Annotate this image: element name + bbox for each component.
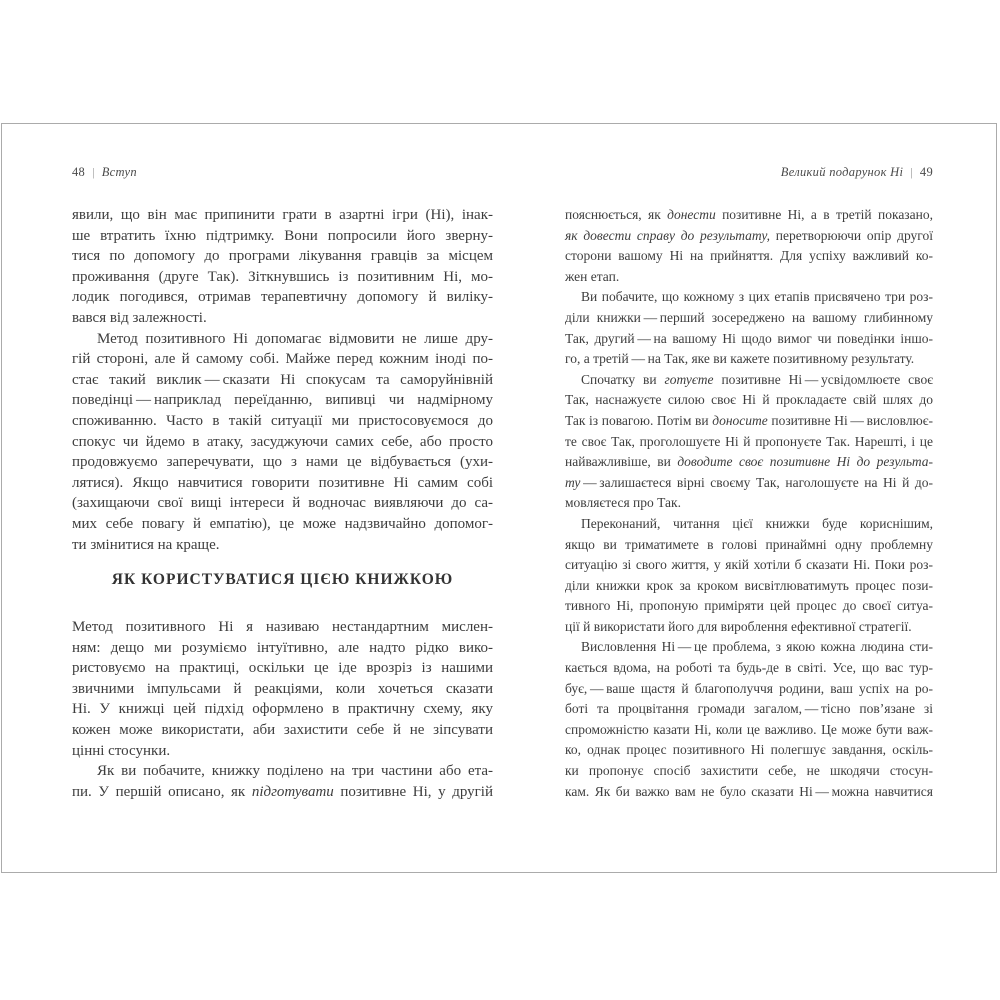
text-segment: підготувати	[251, 783, 334, 800]
text-line	[565, 514, 933, 535]
text-segment: явили, що він має припинити грати в азартні ігри (Ні), інак-	[72, 207, 493, 223]
text-segment: діли книжки — перший зосереджено на вашому глибинному	[565, 309, 933, 325]
chapter-title-right: Великий подарунок Ні	[780, 165, 904, 179]
text-segment: те своє Так, проголошуєте Ні й пропонуєте Так. Нарешті, і це	[565, 433, 933, 449]
text-line	[565, 267, 933, 288]
text-segment: лятися). Якщо навчитися говорити позитивне Ні самим собі	[72, 474, 493, 491]
text-segment: бує, — ваше щастя й благополуччя родини, ваш успіх на ро-	[565, 680, 933, 696]
text-line	[565, 555, 933, 576]
header-separator-left: |	[92, 167, 95, 179]
text-line	[565, 617, 933, 638]
text-line	[565, 493, 933, 514]
text-segment: Ви побачите, що кожному з цих етапів присвячено три роз-	[581, 289, 933, 305]
text-segment: позитивне Ні — висловлює-	[767, 412, 933, 428]
text-line	[72, 329, 493, 350]
text-segment: ту	[565, 474, 581, 490]
text-segment: Як ви побачите, книжку поділено на три частини або ета-	[97, 763, 493, 780]
text-segment: поведінці — наприклад переїданню, випивці чи надмірному	[72, 392, 493, 409]
text-line	[565, 308, 933, 329]
text-segment: пи. У першій описано, як	[72, 783, 252, 800]
text-segment: Метод позитивного Ні я називаю нестандартним мислен-	[72, 619, 493, 636]
text-segment: спроможністю казати Ні, коли це важливо. Це може бути важ-	[565, 721, 933, 737]
text-line	[72, 308, 493, 329]
text-line	[72, 349, 493, 370]
text-segment: го, а третій — на Так, яке ви кажете позитивному результату.	[565, 351, 915, 367]
text-line	[565, 246, 933, 267]
text-line	[565, 761, 933, 782]
text-line	[565, 658, 933, 679]
text-line	[565, 473, 933, 494]
text-segment: доводите своє позитивне Ні до результа-	[677, 454, 933, 470]
text-segment: кається вдома, на роботі та будь-де в світі. Усе, що вас тур-	[565, 660, 933, 676]
running-header-left	[72, 164, 137, 181]
running-header-right	[565, 164, 933, 181]
text-line	[72, 782, 493, 803]
text-line	[72, 267, 493, 288]
text-line	[72, 699, 493, 720]
book-spread	[1, 123, 997, 873]
paragraph	[72, 329, 493, 556]
text-line	[565, 452, 933, 473]
right-page-text	[565, 205, 933, 802]
text-line	[72, 535, 493, 556]
text-line	[565, 637, 933, 658]
text-line	[565, 205, 933, 226]
text-segment: тися по допомогу до програми лікування гравців за місцем	[72, 248, 493, 265]
text-segment: ції й використати його для вироблення ефективної стратегії.	[565, 618, 912, 634]
text-line	[565, 679, 933, 700]
text-line	[72, 226, 493, 247]
text-line	[72, 761, 493, 782]
text-segment: готуєте	[664, 371, 714, 387]
text-segment: пояснюється, як	[565, 207, 668, 222]
text-segment: діли книжки крок за кроком висвітлюватимуть процес пози-	[565, 577, 933, 593]
text-line	[72, 411, 493, 432]
text-segment: мих себе повагу й емпатію), це може надзвичайно допомог-	[72, 515, 493, 532]
text-line	[72, 473, 493, 494]
text-segment: стає такий виклик — сказати Ні спокусам та саморуйнівній	[72, 371, 493, 388]
text-segment: Висловлення Ні — це проблема, з якою кожна людина сти-	[581, 639, 933, 655]
text-line	[565, 596, 933, 617]
text-line	[565, 782, 933, 803]
text-line	[565, 740, 933, 761]
left-page-text	[72, 205, 493, 802]
text-segment: ням: дещо ми розуміємо інтуїтивно, але надто рідко вико-	[72, 639, 493, 656]
text-line	[565, 576, 933, 597]
paragraph	[72, 761, 493, 802]
text-line	[565, 287, 933, 308]
text-segment: як довести справу до результату,	[565, 227, 771, 243]
text-segment: ко, однак процес позитивного Ні полегшує завдання, оскіль-	[565, 742, 933, 758]
paragraph	[565, 205, 933, 287]
text-segment: мовляєтеся про Так.	[565, 495, 681, 511]
text-segment: позитивне Ні, а в третій показано,	[715, 207, 933, 222]
page-number-right: 49	[919, 165, 933, 179]
text-segment: боті та процвітання громади загалом, — тісно пов’язане зі	[565, 701, 933, 717]
text-segment: донести	[667, 207, 716, 222]
text-segment: ти змінитися на краще.	[72, 536, 220, 553]
text-segment: ситуацію зі свого життя, у якій хотіли б сказати Ні. Поки роз-	[565, 557, 933, 573]
text-line	[565, 370, 933, 391]
text-segment: проживання (друге Так). Зіткнувшись із позитивним Ні, мо-	[72, 268, 493, 285]
paragraph	[565, 514, 933, 638]
text-segment: — залишаєтеся вірні своєму Так, наголошуєте на Ні й до-	[580, 474, 933, 490]
text-line	[565, 699, 933, 720]
chapter-title-left: Вступ	[101, 165, 137, 179]
text-line	[565, 226, 933, 247]
text-segment: перетворюючи опір другої	[770, 227, 934, 243]
text-segment: звичними імпульсами й реакціями, коли хочеться сказати	[72, 680, 493, 697]
text-segment: якщо ви триматимете в голові принаймні одну проблемну	[565, 536, 933, 552]
text-segment: вався від залежності.	[72, 309, 207, 326]
text-segment: жен етап.	[565, 268, 620, 284]
text-segment: лодик погодився, отримав терапевтичну допомогу й виліку-	[72, 289, 493, 306]
text-segment: Так, другий — на вашому Ні щодо вимог чи поведінки іншо-	[565, 330, 933, 346]
page-number-left: 48	[72, 165, 86, 179]
text-segment: (захищаючи свої вищі інтереси й водночас виявляючи до са-	[72, 495, 493, 512]
paragraph	[565, 287, 933, 369]
paragraph	[565, 637, 933, 802]
text-line	[565, 432, 933, 453]
text-segment: кам. Як би важко вам не було сказати Ні — можна навчитися	[565, 783, 933, 799]
header-separator-right: |	[910, 167, 913, 179]
section-heading: ЯК КОРИСТУВАТИСЯ ЦІЄЮ КНИЖКОЮ	[111, 571, 454, 589]
text-segment: Так із повагою. Потім ви	[565, 412, 713, 428]
text-segment: сторони вашому Ні на прийняття. Для успіху важливий ко-	[565, 248, 933, 264]
paragraph	[72, 205, 493, 329]
text-segment: кожен може використати, аби захистити себе й не зіпсувати	[72, 722, 493, 739]
text-segment: тивного Ні, пропоную приміряти цей процес до своєї ситуа-	[565, 598, 933, 614]
text-line	[72, 493, 493, 514]
text-line	[72, 452, 493, 473]
text-segment: найважливіше, ви	[565, 454, 678, 470]
text-line	[565, 329, 933, 350]
text-segment: Спочатку ви	[581, 371, 665, 387]
text-segment: продовжуємо заперечувати, що з нами це відбувається (ухи-	[72, 454, 493, 471]
paragraph	[72, 617, 493, 761]
text-line	[72, 370, 493, 391]
text-segment: Метод позитивного Ні допомагає відмовити не лише дру-	[97, 330, 493, 347]
text-line	[72, 658, 493, 679]
text-line	[72, 638, 493, 659]
text-segment: спокус чи йдемо в атаку, засуджуючи самих себе, або просто	[72, 433, 493, 450]
text-line	[565, 535, 933, 556]
text-line	[72, 205, 493, 226]
text-line	[72, 617, 493, 638]
text-segment: позитивне Ні — усвідомлюєте своє	[713, 371, 933, 387]
text-line	[565, 349, 933, 370]
text-line	[72, 287, 493, 308]
text-segment: Ні. У книжці цей підхід оформлено в практичну схему, яку	[72, 701, 493, 718]
text-line	[72, 432, 493, 453]
text-line	[72, 741, 493, 762]
text-segment: ки пропонує спосіб захистити себе, не шкодячи стосун-	[565, 763, 933, 779]
text-line	[72, 390, 493, 411]
text-line	[72, 679, 493, 700]
text-segment: гій стороні, але й самому собі. Майже перед кожним іноді по-	[72, 351, 493, 368]
text-line	[72, 246, 493, 267]
text-segment: Переконаний, читання цієї книжки буде кориснішим,	[581, 515, 933, 531]
text-line	[565, 411, 933, 432]
text-segment: позитивне Ні, у другій	[333, 783, 493, 800]
text-segment: Так, наснажуєте силою своє Ні й прокладаєте свій шлях до	[565, 392, 933, 408]
text-segment: ристовуємо на практиці, оскільки це іде врозріз із нашими	[72, 660, 493, 677]
text-segment: ше втратить їхню підтримку. Вони попросили його зверну-	[72, 227, 493, 244]
paragraph	[565, 370, 933, 514]
text-line	[72, 720, 493, 741]
text-segment: цінні стосунки.	[72, 742, 171, 759]
text-line	[565, 390, 933, 411]
text-segment: споживанню. Часто в такій ситуації ми пристосовуємося до	[72, 412, 493, 429]
text-segment: доносите	[712, 412, 768, 428]
text-line	[565, 720, 933, 741]
text-line	[72, 514, 493, 535]
